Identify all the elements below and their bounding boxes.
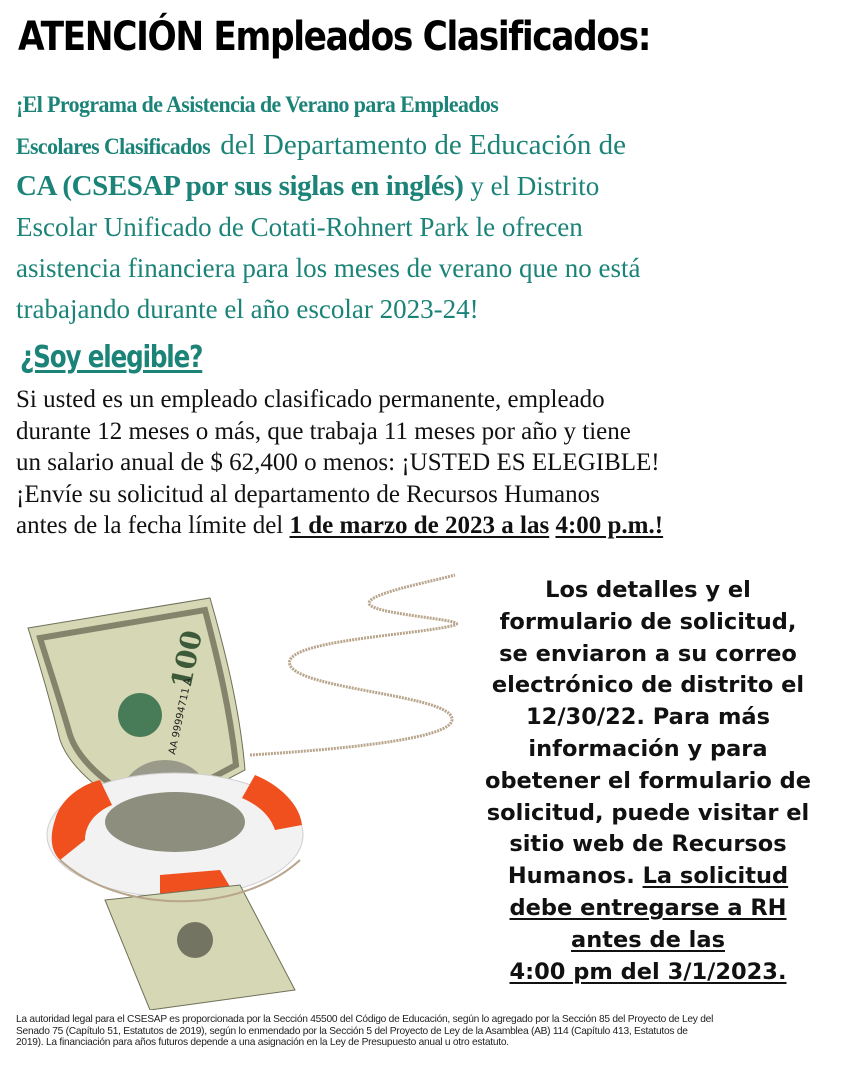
footnote-line: La autoridad legal para el CSESAP es proporcionada por la Sección 45500 del Código de Educación, según lo agregado por la Sección 85 del Proyecto de Ley del xyxy=(16,1014,714,1025)
intro-line: Escolar Unificado de Cotati-Rohnert Park le ofrecen xyxy=(16,212,583,242)
details-line xyxy=(448,861,848,893)
deadline-date: 1 de marzo de 2023 a las xyxy=(289,512,550,539)
eligibility-line: Si usted es un empleado clasificado permanente, empleado xyxy=(16,386,605,413)
footnote-line: 2019). La financiación para años futuros depende a una asignación en la Ley de Presupuesto anual u otro estatuto. xyxy=(16,1037,509,1049)
eligibility-line xyxy=(16,510,846,542)
intro-text: del Departamento de Educación de xyxy=(220,129,627,161)
details-line: obetener el formulario de xyxy=(484,767,812,794)
legal-footnote xyxy=(16,1014,836,1049)
lifebuoy-dollar-icon xyxy=(0,570,460,1010)
details-text: Humanos. xyxy=(507,863,643,890)
eligibility-line: ¡Envíe su solicitud al departamento de Recursos Humanos xyxy=(16,480,600,508)
intro-text-bold: CA (CSESAP por sus siglas en inglés) xyxy=(16,170,464,202)
deadline-time: 4:00 p.m.! xyxy=(555,512,664,539)
eligibility-paragraph xyxy=(16,384,846,542)
intro-line: trabajando durante el año escolar 2023-24! xyxy=(16,294,479,324)
eligibility-line: durante 12 meses o más, que trabaja 11 meses por año y tiene xyxy=(16,417,631,445)
details-line: sitio web de Recursos xyxy=(509,831,787,858)
svg-text:100: 100 xyxy=(164,627,210,692)
details-line: información y para xyxy=(528,735,768,762)
details-line: formulario de solicitud, xyxy=(499,608,797,635)
submission-notice: La solicitud xyxy=(642,863,789,890)
intro-text: y el Distrito xyxy=(463,171,600,201)
eligibility-line: un salario anual de $ 62,400 o menos: ¡USTED ES ELEGIBLE! xyxy=(16,449,660,476)
details-line: electrónico de distrito el xyxy=(491,672,805,699)
eligibility-heading: ¿Soy elegible? xyxy=(20,340,203,375)
intro-line xyxy=(16,125,836,166)
details-line: 12/30/22. Para más xyxy=(526,704,770,731)
intro-paragraph xyxy=(16,84,836,330)
money-lifebuoy-illustration xyxy=(0,570,460,1010)
submission-notice: antes de las xyxy=(571,926,725,953)
eligibility-text: antes de la fecha límite del xyxy=(16,512,290,539)
footnote-line: Senado 75 (Capítulo 51, Estatutos de 2019), según lo enmendado por la Sección 5 del Proyecto de Ley de la Asamblea (AB) 114 (Capítulo 413, Estatutos de xyxy=(16,1025,688,1037)
svg-text:AA 99994711 A: AA 99994711 A xyxy=(167,676,195,756)
details-line: Los detalles y el xyxy=(545,577,751,603)
intro-text: Escolares Clasificados xyxy=(16,134,211,159)
details-line: se enviaron a su correo xyxy=(499,640,797,667)
intro-line: asistencia financiera para los meses de verano que no está xyxy=(16,253,641,283)
page-title: ATENCIÓN Empleados Clasificados: xyxy=(18,14,651,60)
intro-text: ¡El Programa de Asistencia de Verano para Empleados xyxy=(16,92,499,117)
intro-line xyxy=(16,84,836,125)
submission-deadline: 4:00 pm del 3/1/2023. xyxy=(509,958,787,985)
details-paragraph xyxy=(448,575,848,988)
details-line: solicitud, puede visitar el xyxy=(486,799,810,826)
submission-notice: debe entregarse a RH xyxy=(509,894,787,921)
intro-line xyxy=(16,166,836,207)
